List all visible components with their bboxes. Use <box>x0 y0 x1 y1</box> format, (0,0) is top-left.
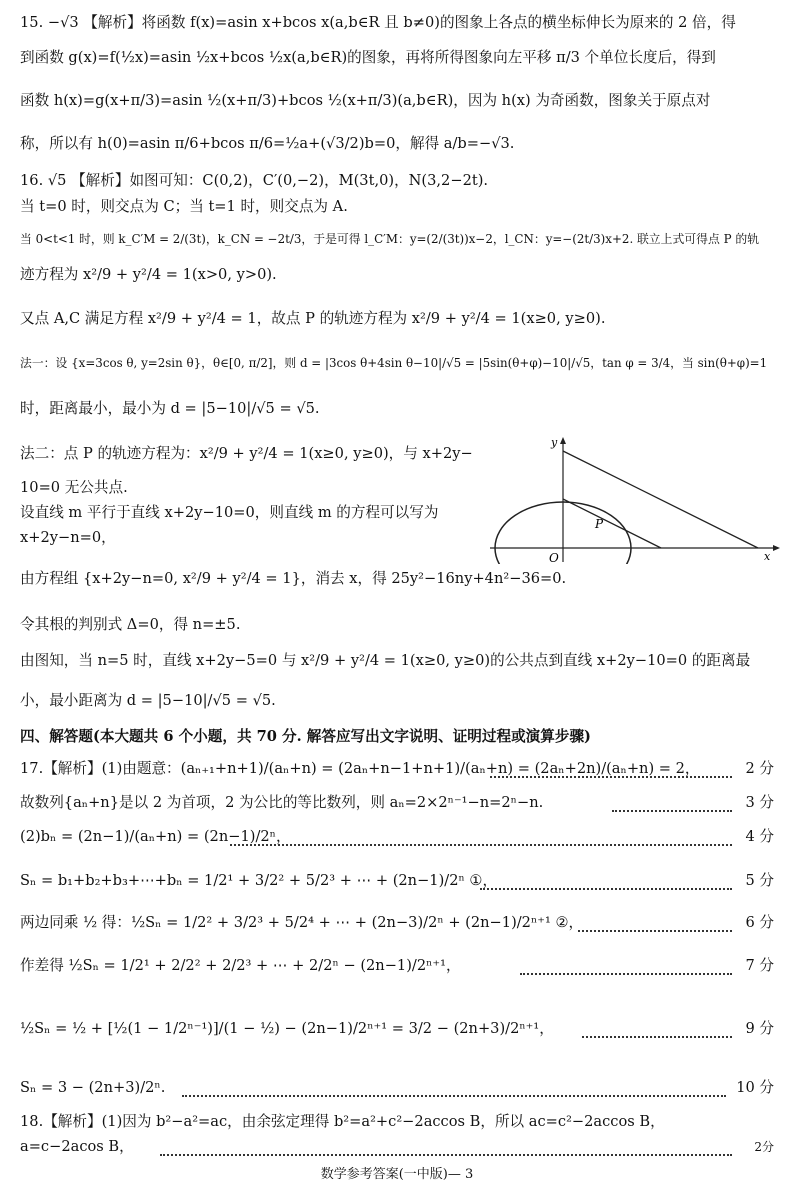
x-axis-arrow <box>773 545 780 551</box>
x-axis-label: x <box>764 550 771 563</box>
q16-line-9: 10=0 无公共点. <box>20 479 128 496</box>
score-mark: 7 分 <box>745 957 774 974</box>
q16-line-15: 小，最小距离为 d = |5−10|/√5 = √5. <box>20 692 276 709</box>
q17-line-8: Sₙ = 3 − (2n+3)/2ⁿ. <box>20 1079 166 1096</box>
leader-dots <box>490 776 732 778</box>
line-x-plus-2y-minus-10 <box>563 451 758 548</box>
q16-line-14: 由图知，当 n=5 时，直线 x+2y−5=0 与 x²/9 + y²/4 = 1(x≥0, y≥0)的公共点到直线 x+2y−10=0 的距离最 <box>20 652 751 669</box>
q16-line-11: x+2y−n=0， <box>20 529 116 546</box>
score-mark: 2分 <box>754 1140 774 1154</box>
q17-line-4: Sₙ = b₁+b₂+b₃+⋯+bₙ = 1/2¹ + 3/2² + 5/2³ + ⋯ + (2n−1)/2ⁿ ①， <box>20 872 498 889</box>
q16-line-8: 法二：点 P 的轨迹方程为：x²/9 + y²/4 = 1(x≥0, y≥0)，与 x+2y− <box>20 445 473 462</box>
origin-label: O <box>549 551 559 564</box>
q18-line-1: 18.【解析】(1)因为 b²−a²=ac，由余弦定理得 b²=a²+c²−2accos B，所以 ac=c²−2accos B， <box>20 1113 665 1130</box>
q18-line-2: a=c−2acos B， <box>20 1138 134 1155</box>
leader-dots <box>612 810 732 812</box>
q17-line-5: 两边同乘 ½ 得：½Sₙ = 1/2² + 3/2³ + 5/2⁴ + ⋯ + (2n−3)/2ⁿ + (2n−1)/2ⁿ⁺¹ ②， <box>20 914 584 931</box>
score-mark: 3 分 <box>745 794 774 811</box>
point-p-label: P <box>595 517 604 531</box>
q16-line-2: 当 t=0 时，则交点为 C；当 t=1 时，则交点为 A. <box>20 198 348 215</box>
q16-line-10: 设直线 m 平行于直线 x+2y−10=0，则直线 m 的方程可以写为 <box>20 504 439 521</box>
q17-line-3: (2)bₙ = (2n−1)/(aₙ+n) = (2n−1)/2ⁿ， <box>20 828 291 845</box>
line-x-plus-2y-minus-5 <box>563 499 661 548</box>
leader-dots <box>578 930 732 932</box>
leader-dots <box>480 888 732 890</box>
score-mark: 10 分 <box>736 1079 774 1096</box>
q16-line-12: 由方程组 {x+2y−n=0, x²/9 + y²/4 = 1}，消去 x，得 25y²−16ny+4n²−36=0. <box>20 570 567 587</box>
q16-line-1: 16. √5 【解析】如图可知：C(0,2)，C′(0,−2)，M(3t,0)，N(3,2−2t). <box>20 172 489 189</box>
q16-line-13: 令其根的判别式 Δ=0，得 n=±5. <box>20 616 241 633</box>
leader-dots <box>230 844 732 846</box>
leader-dots <box>582 1036 732 1038</box>
score-mark: 4 分 <box>745 828 774 845</box>
leader-dots <box>160 1154 732 1156</box>
q15-line-3: 函数 h(x)=g(x+π/3)=asin ½(x+π/3)+bcos ½(x+π/3)(a,b∈R)，因为 h(x) 为奇函数，图象关于原点对 <box>20 92 711 109</box>
y-axis-arrow <box>560 437 566 444</box>
score-mark: 5 分 <box>745 872 774 889</box>
q16-line-6: 法一：设 {x=3cos θ, y=2sin θ}，θ∈[0, π/2]，则 d = |3cos θ+4sin θ−10|/√5 = |5sin(θ+φ)−10|/√5，tan φ = 3/4，当 sin(θ+φ)=1 <box>20 356 768 370</box>
leader-dots <box>520 973 732 975</box>
q16-line-3: 当 0<t<1 时，则 k_C′M = 2/(3t)，k_CN = −2t/3，于是可得 l_C′M：y=(2/(3t))x−2，l_CN：y=−(2t/3)x+2. 联立上式可得点 P 的轨 <box>20 232 760 246</box>
q17-line-7: ½Sₙ = ½ + [½(1 − 1/2ⁿ⁻¹)]/(1 − ½) − (2n−1)/2ⁿ⁺¹ = 3/2 − (2n+3)/2ⁿ⁺¹， <box>20 1020 554 1037</box>
q15-line-1: 15. −√3 【解析】将函数 f(x)=asin x+bcos x(a,b∈R 且 b≠0)的图象上各点的横坐标伸长为原来的 2 倍，得 <box>20 14 736 31</box>
score-mark: 2 分 <box>745 760 774 777</box>
q17-line-6: 作差得 ½Sₙ = 1/2¹ + 2/2² + 2/2³ + ⋯ + 2/2ⁿ − (2n−1)/2ⁿ⁺¹， <box>20 957 461 974</box>
q16-line-4: 迹方程为 x²/9 + y²/4 = 1(x>0, y>0). <box>20 266 277 283</box>
page-footer: 数学参考答案(一中版)— 3 <box>320 1167 474 1182</box>
q15-line-2: 到函数 g(x)=f(½x)=asin ½x+bcos ½x(a,b∈R)的图象，再将所得图象向左平移 π/3 个单位长度后，得到 <box>20 49 716 66</box>
q16-line-7: 时，距离最小，最小为 d = |5−10|/√5 = √5. <box>20 400 320 417</box>
q17-line-2: 故数列{aₙ+n}是以 2 为首项，2 为公比的等比数列，则 aₙ=2×2ⁿ⁻¹−n=2ⁿ−n. <box>20 794 544 811</box>
q16-line-5: 又点 A,C 满足方程 x²/9 + y²/4 = 1，故点 P 的轨迹方程为 x²/9 + y²/4 = 1(x≥0, y≥0). <box>20 310 606 327</box>
section-heading: 四、解答题(本大题共 6 个小题，共 70 分. 解答应写出文字说明、证明过程或演算步骤) <box>20 728 591 745</box>
ellipse-figure <box>488 434 788 564</box>
y-axis-label: y <box>551 436 558 449</box>
q15-line-4: 称，所以有 h(0)=asin π/6+bcos π/6=½a+(√3/2)b=0，解得 a/b=−√3. <box>20 135 515 152</box>
score-mark: 9 分 <box>745 1020 774 1037</box>
q17-line-1: 17.【解析】(1)由题意：(aₙ₊₁+n+1)/(aₙ+n) = (2aₙ+n−1+n+1)/(aₙ+n) = (2aₙ+2n)/(aₙ+n) = 2， <box>20 760 700 777</box>
leader-dots <box>182 1095 726 1097</box>
score-mark: 6 分 <box>745 914 774 931</box>
